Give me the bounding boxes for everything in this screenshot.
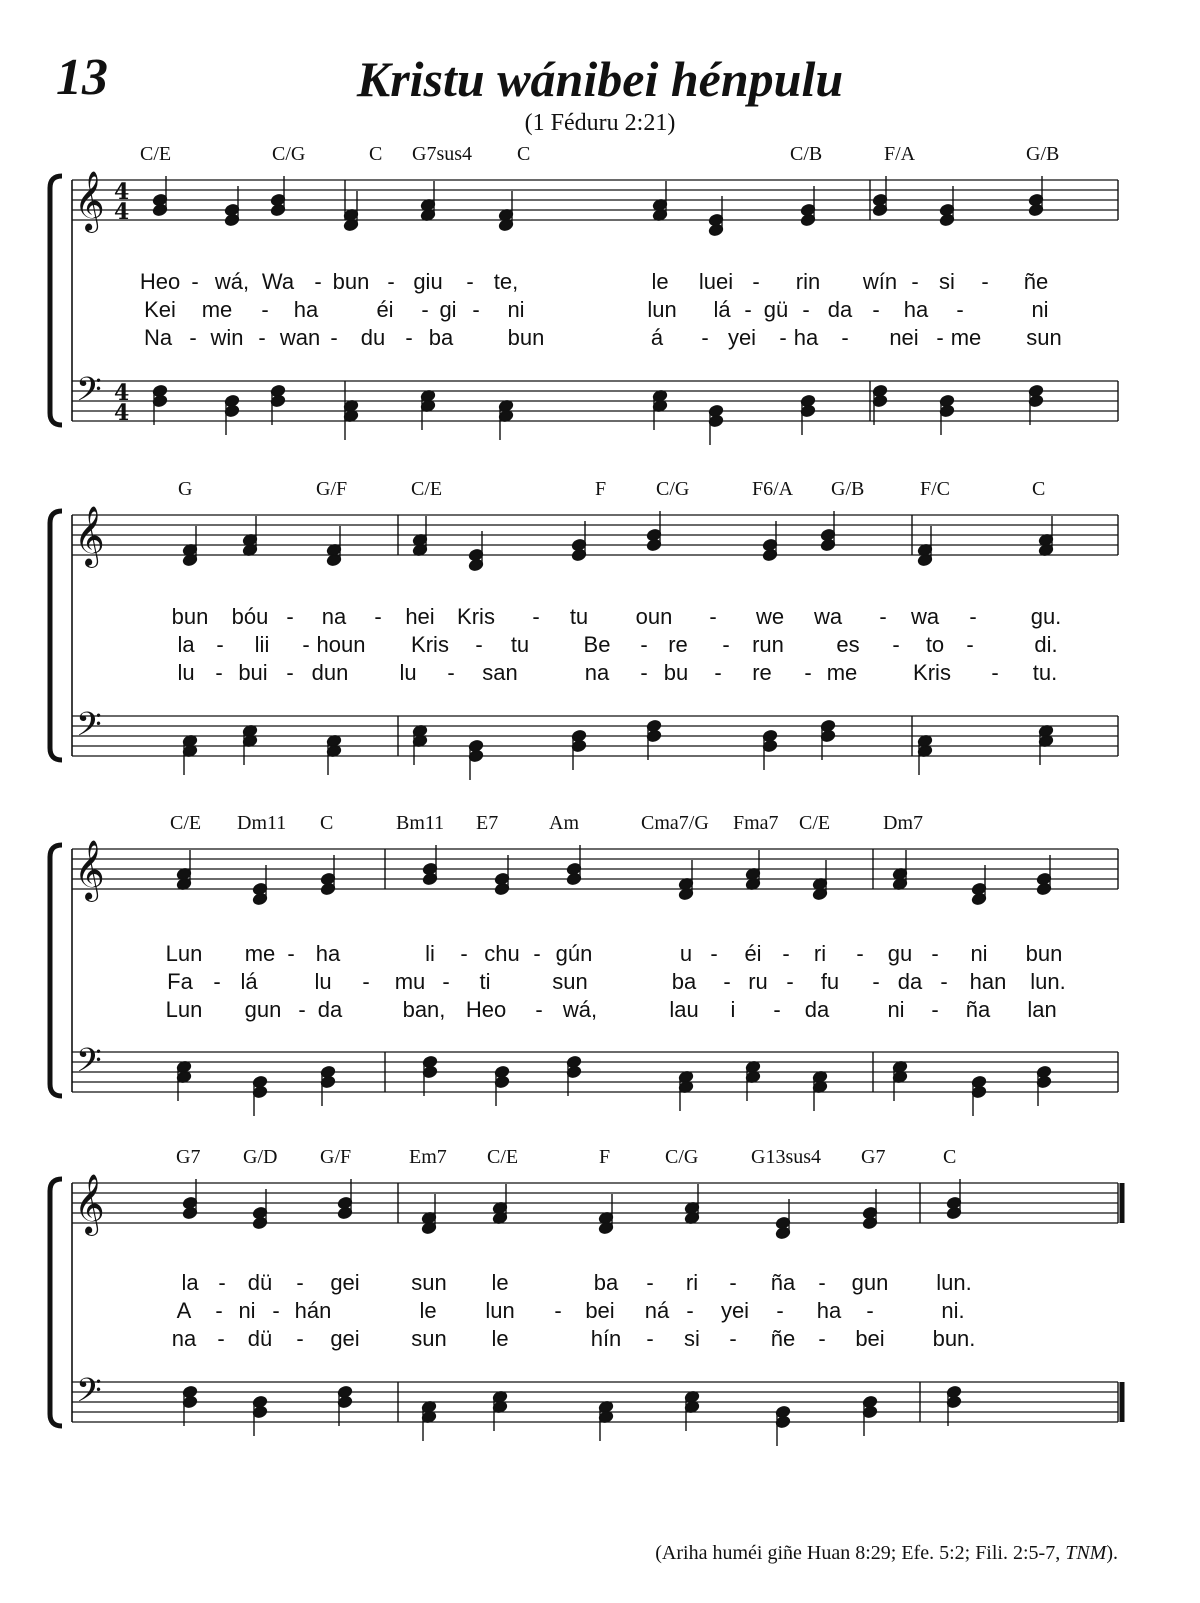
- lyric-verse-3: bui: [238, 660, 268, 685]
- chord-symbol: G/B: [1026, 143, 1060, 165]
- lyric-verse-2: lá: [240, 969, 258, 994]
- chord-symbol: Dm7: [883, 812, 923, 834]
- lyric-verse-2: ha: [816, 1298, 842, 1323]
- time-signature-top: 4: [114, 380, 130, 406]
- lyric-verse-3: Heo: [465, 997, 507, 1022]
- lyric-hyphen: -: [866, 1298, 874, 1323]
- lyric-hyphen: -: [421, 297, 429, 322]
- chord-symbol: Dm11: [237, 812, 287, 834]
- lyric-verse-2: gi: [439, 297, 457, 322]
- lyric-verse-1: sun: [411, 1270, 447, 1295]
- lyric-hyphen: -: [729, 1270, 737, 1295]
- lyric-verse-2: han: [969, 969, 1007, 994]
- lyric-hyphen: -: [956, 297, 964, 322]
- lyric-hyphen: -: [714, 660, 722, 685]
- lyric-hyphen: -: [646, 1326, 654, 1351]
- chord-symbol: C: [1032, 478, 1046, 500]
- lyric-verse-2: Fa: [167, 969, 193, 994]
- lyric-hyphen: -: [646, 1270, 654, 1295]
- lyric-verse-3: ban,: [402, 997, 446, 1022]
- lyric-verse-3: Na: [143, 325, 173, 350]
- lyric-verse-2: lun: [485, 1298, 515, 1323]
- lyric-hyphen: -: [640, 632, 648, 657]
- treble-clef-icon: 𝄞: [74, 171, 105, 231]
- bass-clef-icon: 𝄢: [76, 1042, 102, 1088]
- lyric-verse-1: chu: [484, 941, 520, 966]
- chord-symbol: C: [369, 143, 383, 165]
- lyric-verse-3: me: [826, 660, 858, 685]
- lyric-hyphen: -: [330, 325, 338, 350]
- lyric-hyphen: -: [723, 969, 731, 994]
- lyric-hyphen: -: [931, 941, 939, 966]
- lyric-verse-2: es: [836, 632, 860, 657]
- chord-symbol: G7: [861, 1146, 886, 1168]
- lyric-verse-1: ñe: [1023, 269, 1049, 294]
- lyric-verse-2: Kei: [144, 297, 176, 322]
- lyric-verse-3: lau: [669, 997, 699, 1022]
- lyric-verse-2: yei: [720, 1298, 750, 1323]
- lyric-verse-1: oun: [635, 604, 673, 629]
- lyric-verse-1: Kris: [457, 604, 495, 629]
- lyric-verse-1: dü: [247, 1270, 273, 1295]
- lyric-hyphen: -: [554, 1298, 562, 1323]
- lyric-verse-1: Wa: [261, 269, 295, 294]
- lyric-verse-1: ña: [770, 1270, 796, 1295]
- lyric-hyphen: -: [213, 969, 221, 994]
- lyric-verse-3: si: [684, 1326, 700, 1351]
- lyric-hyphen: -: [911, 269, 919, 294]
- lyric-verse-2: ni.: [941, 1298, 965, 1323]
- lyric-hyphen: -: [966, 632, 974, 657]
- chord-symbol: G7: [176, 1146, 201, 1168]
- lyric-hyphen: -: [710, 941, 718, 966]
- lyric-verse-2: ba: [671, 969, 697, 994]
- treble-clef-icon: 𝄞: [74, 840, 105, 900]
- chord-symbol: C/G: [272, 143, 306, 165]
- lyric-verse-1: hei: [405, 604, 435, 629]
- chord-symbol: G13sus4: [751, 1146, 822, 1168]
- chord-symbol: G/F: [316, 478, 348, 500]
- lyric-verse-1: giu: [413, 269, 443, 294]
- lyric-verse-3: me: [950, 325, 982, 350]
- lyric-verse-3: wá,: [562, 997, 598, 1022]
- lyric-verse-3: sun: [1026, 325, 1062, 350]
- lyric-verse-1: bun: [332, 269, 370, 294]
- lyric-hyphen: -: [779, 325, 787, 350]
- chord-symbol: G/D: [243, 1146, 278, 1168]
- chord-symbol: F/C: [920, 478, 951, 500]
- lyric-verse-1: wa: [910, 604, 940, 629]
- lyric-verse-1: bun: [1025, 941, 1063, 966]
- chord-symbol: F/A: [884, 143, 916, 165]
- lyric-verse-3: du: [360, 325, 386, 350]
- lyric-hyphen: -: [640, 660, 648, 685]
- lyric-hyphen: -: [286, 660, 294, 685]
- lyric-hyphen: -: [533, 941, 541, 966]
- lyric-verse-2: bei: [585, 1298, 615, 1323]
- lyric-verse-3: tu.: [1032, 660, 1058, 685]
- lyric-verse-3: wan: [279, 325, 321, 350]
- lyric-verse-1: lun.: [936, 1270, 972, 1295]
- lyric-hyphen: -: [298, 997, 306, 1022]
- lyric-verse-3: á: [650, 325, 664, 350]
- lyric-verse-3: san: [482, 660, 518, 685]
- lyric-verse-1: me: [244, 941, 276, 966]
- song-number: 13: [56, 49, 108, 106]
- lyric-verse-3: lan: [1027, 997, 1057, 1022]
- system-bracket: [50, 176, 62, 425]
- chord-symbol: Fma7: [733, 812, 779, 834]
- lyric-verse-2: ha: [293, 297, 319, 322]
- lyric-verse-2: sun: [552, 969, 588, 994]
- lyric-hyphen: -: [722, 632, 730, 657]
- lyric-hyphen: -: [442, 969, 450, 994]
- lyric-verse-1: rin: [795, 269, 821, 294]
- lyric-verse-1: Lun: [165, 941, 203, 966]
- lyric-hyphen: -: [804, 660, 812, 685]
- lyric-verse-3: na: [171, 1326, 197, 1351]
- chord-symbol: Bm11: [396, 812, 445, 834]
- lyric-verse-3: lu: [177, 660, 195, 685]
- lyric-verse-3: hín: [590, 1326, 622, 1351]
- song-title: Kristu wánibei hénpulu: [356, 51, 844, 107]
- lyric-hyphen: -: [475, 632, 483, 657]
- lyric-verse-1: te,: [493, 269, 519, 294]
- lyric-hyphen: -: [272, 1298, 280, 1323]
- lyric-hyphen: -: [189, 325, 197, 350]
- lyric-verse-2: gü: [763, 297, 789, 322]
- lyric-hyphen: -: [841, 325, 849, 350]
- lyric-verse-2: lii: [254, 632, 270, 657]
- lyric-hyphen: -: [472, 297, 480, 322]
- lyric-verse-1: gun: [851, 1270, 889, 1295]
- lyric-verse-2: le: [419, 1298, 437, 1323]
- lyric-hyphen: -: [818, 1326, 826, 1351]
- chord-symbol: C: [517, 143, 531, 165]
- lyric-hyphen: -: [686, 1298, 694, 1323]
- lyric-verse-2: lun.: [1030, 969, 1066, 994]
- lyric-hyphen: -: [752, 269, 760, 294]
- chord-symbol: Em7: [409, 1146, 447, 1168]
- lyric-verse-2: re: [668, 632, 688, 657]
- lyric-verse-2: Kris: [411, 632, 449, 657]
- lyric-verse-2: ni: [507, 297, 525, 322]
- lyric-verse-3: da: [317, 997, 343, 1022]
- lyric-verse-1: la: [181, 1270, 199, 1295]
- lyric-hyphen: -: [218, 1270, 226, 1295]
- lyric-hyphen: -: [286, 604, 294, 629]
- lyric-hyphen: -: [931, 997, 939, 1022]
- lyric-verse-3: yei: [727, 325, 757, 350]
- lyric-verse-1: gu.: [1030, 604, 1062, 629]
- lyric-hyphen: -: [892, 632, 900, 657]
- lyric-verse-2: me: [201, 297, 233, 322]
- chord-symbol: C: [320, 812, 334, 834]
- treble-clef-icon: 𝄞: [74, 506, 105, 566]
- lyric-hyphen: -: [216, 632, 224, 657]
- lyric-verse-2: ha: [903, 297, 929, 322]
- lyric-verse-3: dun: [311, 660, 349, 685]
- lyric-verse-1: ri: [685, 1270, 699, 1295]
- chord-symbol: C/E: [411, 478, 443, 500]
- time-signature-bottom: 4: [114, 199, 130, 225]
- lyric-verse-1: gei: [330, 1270, 360, 1295]
- chord-symbol: G/B: [831, 478, 865, 500]
- bass-clef-icon: 𝄢: [76, 706, 102, 752]
- lyric-hyphen: -: [969, 604, 977, 629]
- lyric-verse-3: i: [730, 997, 736, 1022]
- lyric-verse-2: di.: [1034, 632, 1058, 657]
- lyric-verse-1: Heo: [139, 269, 181, 294]
- lyric-verse-2: ru: [748, 969, 768, 994]
- lyric-verse-3: ni: [887, 997, 905, 1022]
- chord-symbol: C: [943, 1146, 957, 1168]
- lyric-verse-3: bei: [855, 1326, 885, 1351]
- bass-clef-icon: 𝄢: [76, 1372, 102, 1418]
- lyric-hyphen: -: [302, 632, 310, 657]
- lyric-hyphen: -: [447, 660, 455, 685]
- lyric-verse-1: wa: [813, 604, 843, 629]
- lyric-hyphen: -: [314, 269, 322, 294]
- lyric-verse-2: da: [897, 969, 923, 994]
- lyric-verse-3: re: [752, 660, 772, 685]
- lyric-hyphen: -: [362, 969, 370, 994]
- lyric-hyphen: -: [374, 604, 382, 629]
- chord-symbol: C/E: [487, 1146, 519, 1168]
- lyric-hyphen: -: [296, 1270, 304, 1295]
- chord-symbol: Cma7/G: [641, 812, 709, 834]
- bass-clef-icon: 𝄢: [76, 371, 102, 417]
- lyric-hyphen: -: [782, 941, 790, 966]
- lyric-verse-1: gún: [555, 941, 593, 966]
- lyric-verse-1: ni: [970, 941, 988, 966]
- chord-symbol: E7: [476, 812, 499, 834]
- lyric-verse-1: li: [425, 941, 435, 966]
- lyric-hyphen: -: [879, 604, 887, 629]
- lyric-hyphen: -: [215, 1298, 223, 1323]
- lyric-verse-1: bóu: [231, 604, 269, 629]
- chord-symbol: C/E: [140, 143, 172, 165]
- lyric-verse-1: ha: [315, 941, 341, 966]
- chord-symbol: G: [178, 478, 193, 500]
- lyric-verse-2: ni: [1031, 297, 1049, 322]
- chord-symbol: C/B: [790, 143, 823, 165]
- lyric-hyphen: -: [460, 941, 468, 966]
- lyric-hyphen: -: [405, 325, 413, 350]
- lyric-verse-3: nei: [889, 325, 919, 350]
- lyric-hyphen: -: [215, 660, 223, 685]
- lyric-hyphen: -: [940, 969, 948, 994]
- lyric-verse-1: wá,: [214, 269, 250, 294]
- lyric-verse-3: ba: [428, 325, 454, 350]
- lyric-verse-2: to: [925, 632, 945, 657]
- lyric-verse-3: gei: [330, 1326, 360, 1351]
- lyric-verse-2: ti: [479, 969, 491, 994]
- scripture-reference: (1 Féduru 2:21): [524, 110, 676, 136]
- lyric-verse-1: wín: [862, 269, 898, 294]
- lyric-hyphen: -: [258, 325, 266, 350]
- chord-symbol: G7sus4: [412, 143, 473, 165]
- lyric-verse-1: ri: [813, 941, 827, 966]
- lyric-verse-2: ná: [644, 1298, 670, 1323]
- lyric-hyphen: -: [981, 269, 989, 294]
- lyric-verse-1: gu: [887, 941, 913, 966]
- lyric-hyphen: -: [296, 1326, 304, 1351]
- lyric-verse-1: u: [679, 941, 693, 966]
- lyric-hyphen: -: [701, 325, 709, 350]
- lyric-hyphen: -: [535, 997, 543, 1022]
- lyric-hyphen: -: [856, 941, 864, 966]
- lyric-verse-2: run: [752, 632, 784, 657]
- time-signature-top: 4: [114, 179, 130, 205]
- lyric-verse-2: la: [177, 632, 195, 657]
- chord-symbol: F: [595, 478, 607, 500]
- lyric-verse-3: lu: [399, 660, 417, 685]
- lyric-verse-1: si: [939, 269, 955, 294]
- lyric-verse-3: dü: [247, 1326, 273, 1351]
- time-signature-bottom: 4: [114, 400, 130, 426]
- lyric-verse-1: tu: [569, 604, 589, 629]
- lyric-verse-3: gun: [244, 997, 282, 1022]
- lyric-verse-1: we: [755, 604, 785, 629]
- lyric-hyphen: -: [532, 604, 540, 629]
- footer-end: ).: [1106, 1542, 1118, 1564]
- chord-symbol: F: [599, 1146, 611, 1168]
- chord-symbol: Am: [549, 812, 579, 834]
- lyric-verse-3: ha: [793, 325, 819, 350]
- lyric-verse-2: Be: [583, 632, 611, 657]
- lyric-hyphen: -: [729, 1326, 737, 1351]
- treble-clef-icon: 𝄞: [74, 1174, 105, 1234]
- lyric-verse-3: Kris: [913, 660, 951, 685]
- footer-references: [655, 1542, 1118, 1565]
- lyric-hyphen: -: [261, 297, 269, 322]
- lyric-hyphen: -: [387, 269, 395, 294]
- lyric-hyphen: -: [744, 297, 752, 322]
- system-bracket: [50, 845, 62, 1096]
- chord-symbol: F6/A: [752, 478, 794, 500]
- lyric-verse-2: houn: [316, 632, 366, 657]
- lyric-verse-1: éi: [744, 941, 762, 966]
- footer-text: (Ariha huméi giñe Huan 8:29; Efe. 5:2; Fili. 2:5-7,: [655, 1542, 1066, 1564]
- lyric-verse-2: da: [827, 297, 853, 322]
- lyric-hyphen: -: [287, 941, 295, 966]
- lyric-hyphen: -: [991, 660, 999, 685]
- lyric-verse-3: win: [210, 325, 244, 350]
- lyric-hyphen: -: [776, 1298, 784, 1323]
- lyric-verse-3: ñe: [770, 1326, 796, 1351]
- lyric-verse-3: na: [584, 660, 610, 685]
- lyric-verse-2: tu: [510, 632, 530, 657]
- lyric-hyphen: -: [872, 297, 880, 322]
- lyric-verse-1: ba: [593, 1270, 619, 1295]
- chord-symbol: C/G: [656, 478, 690, 500]
- chord-symbol: C/E: [170, 812, 202, 834]
- lyric-hyphen: -: [786, 969, 794, 994]
- lyric-verse-2: lun: [647, 297, 677, 322]
- lyric-hyphen: -: [818, 1270, 826, 1295]
- lyric-verse-2: A: [176, 1298, 192, 1323]
- footer-italic: TNM: [1065, 1542, 1107, 1564]
- lyric-hyphen: -: [936, 325, 944, 350]
- lyric-verse-3: bu: [663, 660, 689, 685]
- chord-symbol: C/G: [665, 1146, 699, 1168]
- system-bracket: [50, 1179, 62, 1426]
- chord-symbol: G/F: [320, 1146, 352, 1168]
- lyric-verse-3: bun: [507, 325, 545, 350]
- lyric-hyphen: -: [773, 997, 781, 1022]
- lyric-verse-2: fu: [820, 969, 840, 994]
- lyric-verse-2: hán: [294, 1298, 332, 1323]
- lyric-verse-3: bun.: [932, 1326, 976, 1351]
- lyric-verse-1: le: [491, 1270, 509, 1295]
- lyric-verse-3: da: [804, 997, 830, 1022]
- lyric-verse-2: éi: [376, 297, 394, 322]
- lyric-verse-3: ña: [965, 997, 991, 1022]
- lyric-verse-1: luei: [698, 269, 734, 294]
- lyric-verse-2: mu: [394, 969, 426, 994]
- lyric-verse-2: lá: [713, 297, 731, 322]
- lyric-hyphen: -: [217, 1326, 225, 1351]
- lyric-hyphen: -: [709, 604, 717, 629]
- lyric-verse-1: bun: [171, 604, 209, 629]
- lyric-verse-3: Lun: [165, 997, 203, 1022]
- lyric-hyphen: -: [191, 269, 199, 294]
- lyric-verse-1: le: [651, 269, 669, 294]
- lyric-verse-2: ni: [238, 1298, 256, 1323]
- lyric-verse-3: sun: [411, 1326, 447, 1351]
- lyric-hyphen: -: [872, 969, 880, 994]
- lyric-verse-2: lu: [314, 969, 332, 994]
- lyric-hyphen: -: [466, 269, 474, 294]
- lyric-hyphen: -: [802, 297, 810, 322]
- system-bracket: [50, 511, 62, 760]
- lyric-verse-1: na: [321, 604, 347, 629]
- lyric-verse-3: le: [491, 1326, 509, 1351]
- chord-symbol: C/E: [799, 812, 831, 834]
